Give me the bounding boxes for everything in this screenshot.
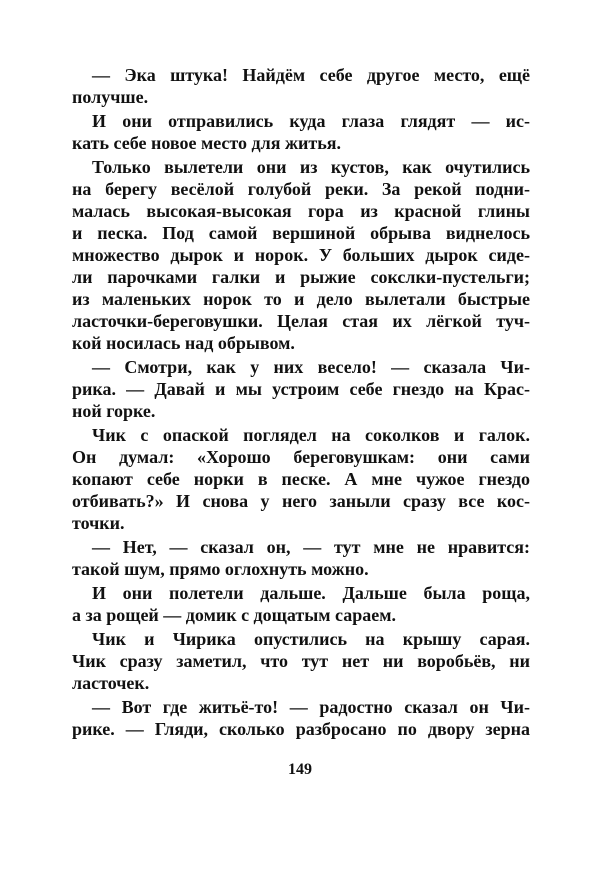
paragraph <box>72 156 530 354</box>
paragraph <box>72 536 530 580</box>
page-number: 149 <box>288 761 312 778</box>
text-line: Только вылетели они из кустов, как очутились <box>92 157 530 177</box>
text-line: Чик и Чирика опустились на крышу сарая. <box>92 629 530 649</box>
text-line: И они полетели дальше. Дальше была роща, <box>92 583 530 603</box>
paragraph <box>72 424 530 534</box>
text-line: на берегу весёлой голубой реки. За рекой подни- <box>72 179 530 199</box>
text-line: точки. <box>72 513 125 533</box>
paragraph <box>72 696 530 740</box>
text-line: малась высокая-высокая гора из красной глины <box>72 201 530 221</box>
text-line: — Смотри, как у них весело! — сказала Чи- <box>92 357 530 377</box>
text-line: копают себе норки в песке. А мне чужое гнездо <box>72 469 530 489</box>
text-line: — Эка штука! Найдём себе другое место, ещё <box>92 65 530 85</box>
text-line: Он думал: «Хорошо береговушкам: они сами <box>72 447 530 467</box>
paragraph <box>72 628 530 694</box>
text-line: рике. — Гляди, сколько разбросано по двору зерна <box>72 719 530 739</box>
text-line: получше. <box>72 87 149 107</box>
text-line: ли парочками галки и рыжие сокслки-пустельги; <box>72 267 530 287</box>
text-line: ласточек. <box>72 673 150 693</box>
paragraph <box>72 110 530 154</box>
text-line: отбивать?» И снова у него заныли сразу все кос- <box>72 491 530 511</box>
paragraph <box>72 582 530 626</box>
text-line: а за рощей — домик с дощатым сараем. <box>72 605 397 625</box>
text-line: Чик с опаской поглядел на соколков и галок. <box>92 425 530 445</box>
text-line: — Нет, — сказал он, — тут мне не нравится: <box>92 537 530 557</box>
text-line: ласточки-береговушки. Целая стая их лёгкой туч- <box>72 311 530 331</box>
page-body <box>72 64 530 742</box>
text-line: ной горке. <box>72 401 156 421</box>
text-line: такой шум, прямо оглохнуть можно. <box>72 559 369 579</box>
text-line: кать себе новое место для житья. <box>72 133 341 153</box>
text-line: множество дырок и норок. У больших дырок сиде- <box>72 245 530 265</box>
text-line: из маленьких норок то и дело вылетали быстрые <box>72 289 530 309</box>
paragraph <box>72 64 530 108</box>
paragraph <box>72 356 530 422</box>
text-line: — Вот где житьё-то! — радостно сказал он Чи- <box>92 697 530 717</box>
text-line: И они отправились куда глаза глядят — ис- <box>92 111 530 131</box>
text-line: и песка. Под самой вершиной обрыва виднелось <box>72 223 530 243</box>
text-line: рика. — Давай и мы устроим себе гнездо на Крас- <box>72 379 530 399</box>
text-line: Чик сразу заметил, что тут нет ни воробьёв, ни <box>72 651 530 671</box>
text-line: кой носилась над обрывом. <box>72 333 295 353</box>
